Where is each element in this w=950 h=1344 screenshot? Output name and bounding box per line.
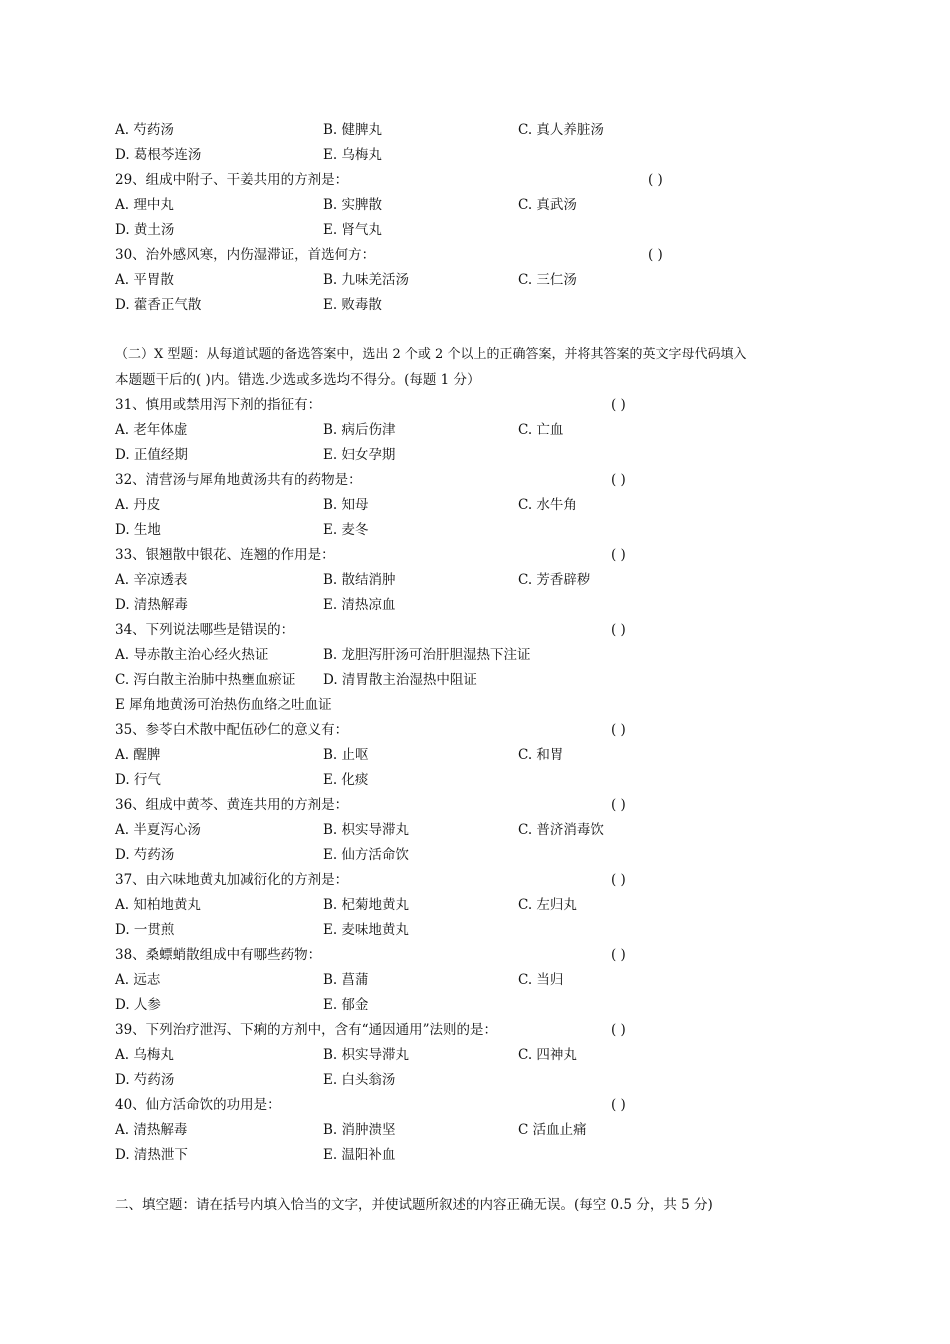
- answer-bracket: ( ): [611, 622, 626, 638]
- option-d: D. 芍药汤: [115, 847, 175, 863]
- option-c: C. 和胃: [518, 747, 564, 763]
- option-e: E. 肾气丸: [323, 222, 382, 238]
- option-a: A. 半夏泻心汤: [115, 822, 201, 838]
- option-d: D. 正值经期: [115, 447, 188, 463]
- option-d: D. 葛根芩连汤: [115, 147, 202, 163]
- option-d: D. 清热解毒: [115, 597, 188, 613]
- option-a: A. 辛凉透表: [115, 572, 188, 588]
- option-c: C. 左归丸: [518, 897, 577, 913]
- option-d: D. 藿香正气散: [115, 297, 202, 313]
- option-b: B. 菖蒲: [323, 972, 369, 988]
- option-b: B. 散结消肿: [323, 572, 396, 588]
- option-a: A. 清热解毒: [115, 1122, 188, 1138]
- option-a: A. 平胃散: [115, 272, 174, 288]
- option-e: E 犀角地黄汤可治热伤血络之吐血证: [115, 697, 332, 713]
- answer-bracket: ( ): [611, 472, 626, 488]
- question-stem: 35、参苓白术散中配伍砂仁的意义有：: [115, 722, 349, 738]
- question-stem: 31、慎用或禁用泻下剂的指征有：: [115, 397, 322, 413]
- option-c: C. 亡血: [518, 422, 564, 438]
- section-heading: 二、填空题：请在括号内填入恰当的文字，并使试题所叙述的内容正确无误。(每空 0.5 分，共 5 分): [115, 1197, 713, 1213]
- question-stem: 29、组成中附子、干姜共用的方剂是：: [115, 172, 349, 188]
- instruction-line: 本题题干后的( )内。错选.少选或多选均不得分。(每题 1 分）: [115, 372, 481, 388]
- option-d: D. 黄土汤: [115, 222, 175, 238]
- question-stem: 33、银翘散中银花、连翘的作用是：: [115, 547, 335, 563]
- option-e: E. 麦冬: [323, 522, 369, 538]
- option-d: D. 清胃散主治湿热中阻证: [323, 672, 477, 688]
- answer-bracket: ( ): [611, 722, 626, 738]
- question-stem: 36、组成中黄芩、黄连共用的方剂是：: [115, 797, 349, 813]
- option-a: A. 老年体虚: [115, 422, 188, 438]
- option-e: E. 化痰: [323, 772, 369, 788]
- option-a: A. 理中丸: [115, 197, 174, 213]
- answer-bracket: ( ): [648, 247, 663, 263]
- option-a: A. 导赤散主治心经火热证: [115, 647, 269, 663]
- option-d: D. 人参: [115, 997, 161, 1013]
- option-b: B. 健脾丸: [323, 122, 383, 138]
- answer-bracket: ( ): [611, 397, 626, 413]
- option-c: C. 泻白散主治肺中热壅血瘀证: [115, 672, 296, 688]
- answer-bracket: ( ): [611, 797, 626, 813]
- option-a: A. 知柏地黄丸: [115, 897, 201, 913]
- answer-bracket: ( ): [611, 1022, 626, 1038]
- option-c: C 活血止痛: [518, 1122, 587, 1138]
- option-d: D. 芍药汤: [115, 1072, 175, 1088]
- question-stem: 40、仙方活命饮的功用是：: [115, 1097, 281, 1113]
- option-d: D. 行气: [115, 772, 161, 788]
- answer-bracket: ( ): [611, 872, 626, 888]
- option-c: C. 三仁汤: [518, 272, 577, 288]
- option-e: E. 乌梅丸: [323, 147, 382, 163]
- option-a: A. 远志: [115, 972, 161, 988]
- option-d: D. 清热泄下: [115, 1147, 188, 1163]
- option-b: B. 九味羌活汤: [323, 272, 410, 288]
- option-b: B. 枳实导滞丸: [323, 822, 410, 838]
- option-c: C. 当归: [518, 972, 564, 988]
- option-e: E. 温阳补血: [323, 1147, 396, 1163]
- option-c: C. 芳香辟秽: [518, 572, 591, 588]
- option-b: B. 病后伤津: [323, 422, 396, 438]
- question-stem: 30、治外感风寒，内伤湿滞证，首选何方：: [115, 247, 376, 263]
- question-stem: 32、清营汤与犀角地黄汤共有的药物是：: [115, 472, 362, 488]
- option-e: E. 白头翁汤: [323, 1072, 396, 1088]
- option-b: B. 止呕: [323, 747, 369, 763]
- option-a: A. 醒脾: [115, 747, 161, 763]
- option-b: B. 杞菊地黄丸: [323, 897, 410, 913]
- option-c: C. 水牛角: [518, 497, 577, 513]
- option-e: E. 妇女孕期: [323, 447, 396, 463]
- option-e: E. 麦味地黄丸: [323, 922, 409, 938]
- option-b: B. 龙胆泻肝汤可治肝胆湿热下注证: [323, 647, 531, 663]
- answer-bracket: ( ): [611, 1097, 626, 1113]
- option-d: D. 生地: [115, 522, 161, 538]
- option-a: A. 丹皮: [115, 497, 161, 513]
- option-c: C. 真武汤: [518, 197, 577, 213]
- option-e: E. 清热凉血: [323, 597, 396, 613]
- option-c: C. 四神丸: [518, 1047, 577, 1063]
- option-b: B. 实脾散: [323, 197, 383, 213]
- option-d: D. 一贯煎: [115, 922, 175, 938]
- option-a: A. 芍药汤: [115, 122, 174, 138]
- option-c: C. 普济消毒饮: [518, 822, 604, 838]
- option-b: B. 枳实导滞丸: [323, 1047, 410, 1063]
- option-c: C. 真人养脏汤: [518, 122, 604, 138]
- question-stem: 37、由六味地黄丸加减衍化的方剂是：: [115, 872, 349, 888]
- question-stem: 39、下列治疗泄泻、下痢的方剂中，含有“通因通用”法则的是：: [115, 1022, 497, 1038]
- option-b: B. 知母: [323, 497, 369, 513]
- answer-bracket: ( ): [611, 947, 626, 963]
- option-a: A. 乌梅丸: [115, 1047, 174, 1063]
- question-stem: 38、桑螵蛸散组成中有哪些药物：: [115, 947, 322, 963]
- question-stem: 34、下列说法哪些是错误的：: [115, 622, 295, 638]
- option-e: E. 仙方活命饮: [323, 847, 409, 863]
- answer-bracket: ( ): [648, 172, 663, 188]
- option-e: E. 郁金: [323, 997, 369, 1013]
- answer-bracket: ( ): [611, 547, 626, 563]
- option-b: B. 消肿溃坚: [323, 1122, 396, 1138]
- option-e: E. 败毒散: [323, 297, 382, 313]
- instruction-line: （二）X 型题：从每道试题的备选答案中，选出 2 个或 2 个以上的正确答案，并将其答案的英文字母代码填入: [115, 347, 747, 362]
